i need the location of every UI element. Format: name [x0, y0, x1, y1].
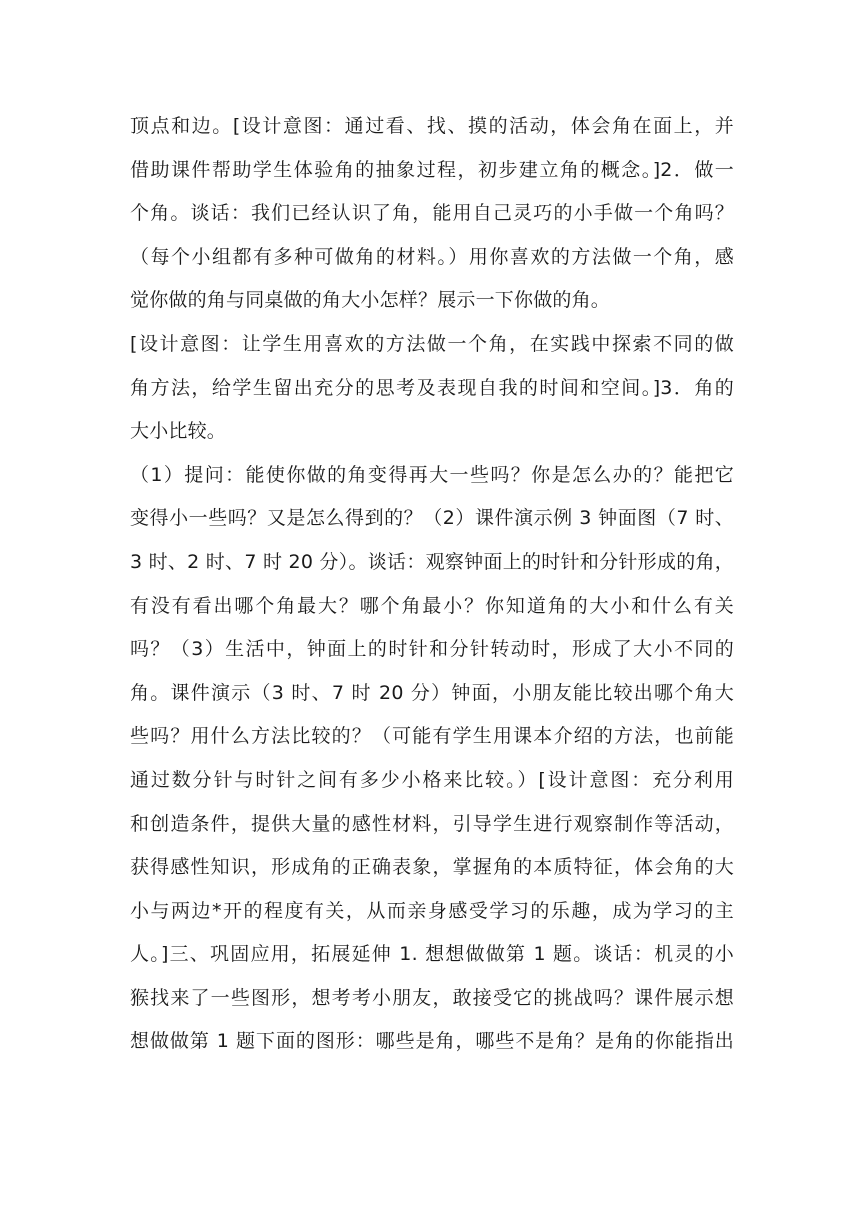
text-line-3: 个角。谈话：我们已经认识了角，能用自己灵巧的小手做一个角吗？: [130, 202, 734, 225]
text-line-7: 角方法，给学生留出充分的思考及表现自我的时间和空间。]3．角的: [130, 376, 734, 399]
text-line-22: 想做做第 1 题下面的图形：哪些是角，哪些不是角？是角的你能指出: [130, 1030, 734, 1053]
text-line-10: 变得小一些吗？又是怎么得到的？（2）课件演示例 3 钟面图（7 时、: [130, 507, 734, 530]
text-line-13: 吗？（3）生活中，钟面上的时针和分针转动时，形成了大小不同的: [130, 638, 734, 661]
text-line-11: 3 时、2 时、7 时 20 分）。谈话：观察钟面上的时针和分针形成的角，: [130, 550, 734, 573]
text-line-16: 通过数分针与时针之间有多少小格来比较。）[设计意图：充分利用: [130, 768, 734, 791]
text-line-12: 有没有看出哪个角最大？哪个角最小？你知道角的大小和什么有关: [130, 594, 734, 617]
text-line-21: 猴找来了一些图形，想考考小朋友，敢接受它的挑战吗？课件展示想: [130, 986, 734, 1009]
text-line-18: 获得感性知识，形成角的正确表象，掌握角的本质特征，体会角的大: [130, 856, 734, 879]
text-line-20: 人。]三、巩固应用，拓展延伸 1. 想想做做第 1 题。谈话：机灵的小: [130, 943, 734, 966]
text-line-8: 大小比较。: [130, 420, 227, 443]
text-line-19: 小与两边*开的程度有关，从而亲身感受学习的乐趣，成为学习的主: [130, 899, 734, 922]
body-text: [130, 105, 734, 1064]
text-line-2: 借助课件帮助学生体验角的抽象过程，初步建立角的概念。]2．做一: [130, 158, 734, 181]
text-line-17: 和创造条件，提供大量的感性材料，引导学生进行观察制作等活动，: [130, 812, 734, 835]
text-line-1: 顶点和边。[设计意图：通过看、找、摸的活动，体会角在面上，并: [130, 115, 734, 137]
text-line-4: （每个小组都有多种可做角的材料。）用你喜欢的方法做一个角，感: [130, 245, 734, 268]
text-line-15: 些吗？用什么方法比较的？（可能有学生用课本介绍的方法，也前能: [130, 725, 734, 748]
text-line-5: 觉你做的角与同桌做的角大小怎样？展示一下你做的角。: [130, 289, 611, 312]
text-line-6: [设计意图：让学生用喜欢的方法做一个角，在实践中探索不同的做: [130, 332, 734, 355]
text-line-14: 角。课件演示（3 时、7 时 20 分）钟面，小朋友能比较出哪个角大: [130, 681, 734, 704]
text-line-9: （1）提问：能使你做的角变得再大一些吗？你是怎么办的？能把它: [130, 463, 734, 486]
